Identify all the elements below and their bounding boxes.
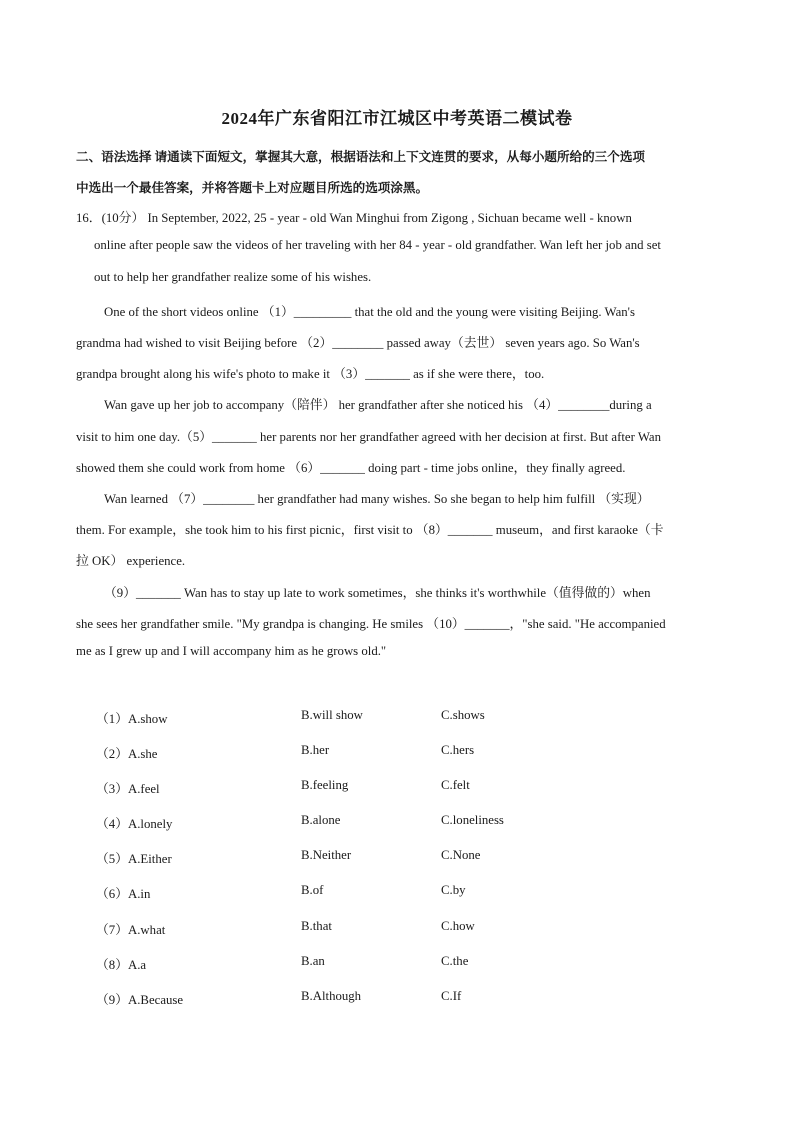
passage-line: me as I grew up and I will accompany him as he grows old." [76, 644, 387, 658]
passage-line: 拉 OK） experience. [76, 554, 186, 568]
option-a: （5）A.Either [96, 852, 172, 866]
passage-line: grandpa brought along his wife's photo to make it （3）_______ as if she were there，too. [76, 367, 545, 381]
option-c: C.hers [441, 743, 475, 757]
option-row [96, 848, 696, 866]
option-row [96, 743, 696, 761]
option-a: （4）A.lonely [96, 817, 173, 831]
option-b: B.Although [301, 989, 362, 1003]
option-b: B.feeling [301, 778, 349, 792]
option-a: （2）A.she [96, 747, 158, 761]
passage-line: them. For example，she took him to his first picnic，first visit to （8）_______ museum，and first karaoke（卡 [76, 523, 664, 537]
option-b: B.will show [301, 708, 363, 722]
option-b: B.alone [301, 813, 341, 827]
option-c: C.If [441, 989, 462, 1003]
passage-line: （9）_______ Wan has to stay up late to work sometimes，she thinks it's worthwhile（值得做的）when [104, 586, 651, 600]
instruction-line-1: 二、语法选择 请通读下面短文，掌握其大意，根据语法和上下文连贯的要求，从每小题所给的三个选项 [76, 150, 645, 164]
option-a: （7）A.what [96, 923, 166, 937]
option-b: B.an [301, 954, 325, 968]
option-row [96, 989, 696, 1007]
option-b: B.that [301, 919, 332, 933]
passage-line: Wan gave up her job to accompany（陪伴） her grandfather after she noticed his （4）________during a [104, 398, 652, 412]
option-c: C.the [441, 954, 469, 968]
option-a: （1）A.show [96, 712, 168, 726]
option-row [96, 708, 696, 726]
option-a: （3）A.feel [96, 782, 160, 796]
passage-line: visit to him one day.（5）_______ her parents nor her grandfather agreed with her decision at first. But after Wan [76, 430, 661, 444]
passage-line: 16．(10分） In September, 2022, 25 - year - old Wan Minghui from Zigong , Sichuan became well - known [76, 211, 632, 225]
option-b: B.her [301, 743, 330, 757]
option-row [96, 883, 696, 901]
passage-line: Wan learned （7）________ her grandfather had many wishes. So she began to help him fulfill （实现） [104, 492, 650, 506]
option-c: C.felt [441, 778, 470, 792]
page-title: 2024年广东省阳江市江城区中考英语二模试卷 [221, 109, 573, 128]
instruction-line-2: 中选出一个最佳答案，并将答题卡上对应题目所选的选项涂黑。 [76, 181, 429, 195]
passage-line: showed them she could work from home （6）_______ doing part - time jobs online，they finally agreed. [76, 461, 626, 475]
option-c: C.shows [441, 708, 485, 722]
passage-line: out to help her grandfather realize some of his wishes. [94, 270, 372, 284]
passage-line: grandma had wished to visit Beijing before （2）________ passed away（去世） seven years ago. So Wan's [76, 336, 640, 350]
option-a: （9）A.Because [96, 993, 184, 1007]
option-row [96, 954, 696, 972]
option-row [96, 919, 696, 937]
option-b: B.Neither [301, 848, 352, 862]
option-c: C.how [441, 919, 475, 933]
option-row [96, 778, 696, 796]
option-c: C.by [441, 883, 466, 897]
passage-line: One of the short videos online （1）_________ that the old and the young were visiting Beijing. Wan's [104, 305, 635, 319]
passage-line: she sees her grandfather smile. "My grandpa is changing. He smiles （10）_______，"she said. "He accompanied [76, 617, 666, 631]
option-c: C.None [441, 848, 481, 862]
option-b: B.of [301, 883, 324, 897]
option-c: C.loneliness [441, 813, 504, 827]
option-row [96, 813, 696, 831]
option-a: （6）A.in [96, 887, 151, 901]
passage-line: online after people saw the videos of her traveling with her 84 - year - old grandfather. Wan left her job and set [94, 238, 661, 252]
option-a: （8）A.a [96, 958, 147, 972]
